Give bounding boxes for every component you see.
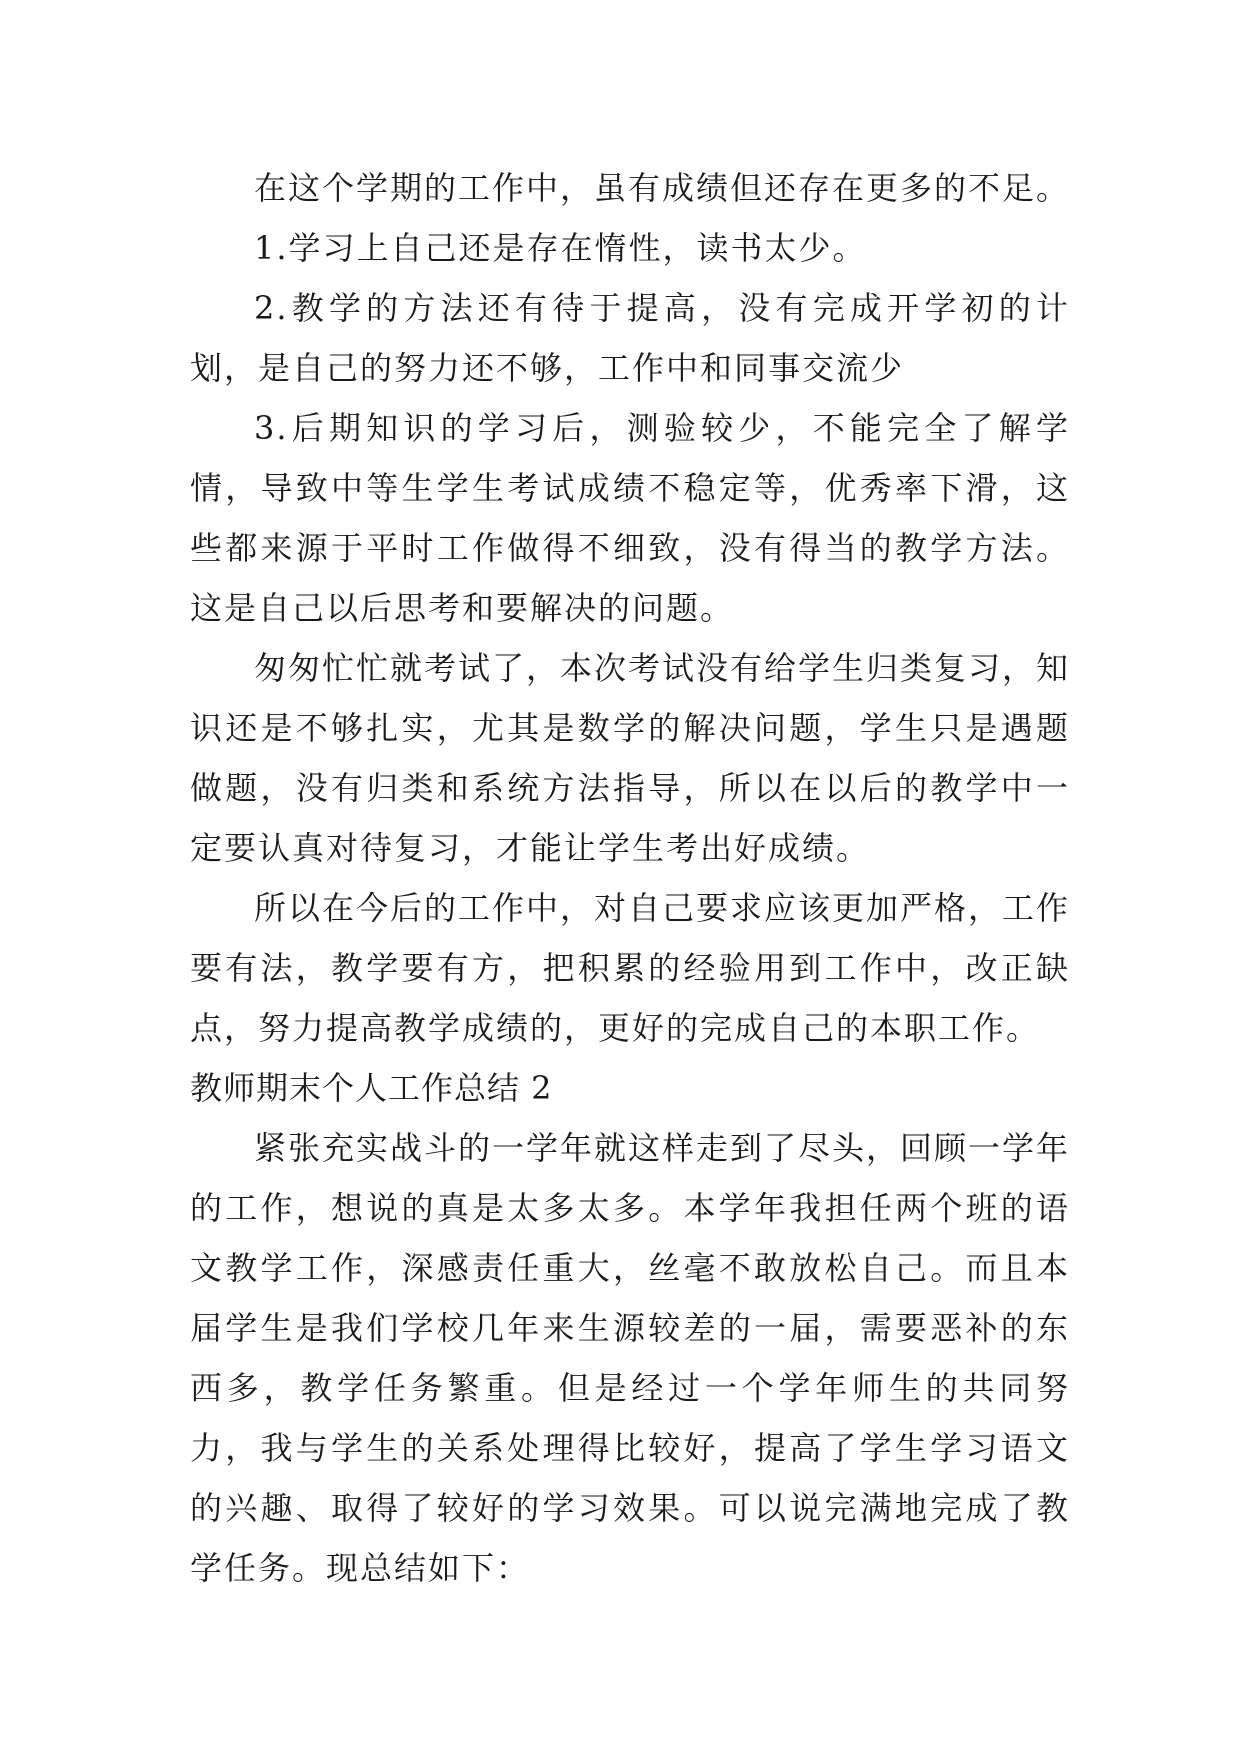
paragraph-summary-intro: 紧张充实战斗的一学年就这样走到了尽头，回顾一学年的工作，想说的真是太多太多。本学年我担任两个班的语文教学工作，深感责任重大，丝毫不敢放松自己。而且本届学生是我们学校几年来生源较差的一届，需要恶补的东西多，教学任务繁重。但是经过一个学年师生的共同努力，我与学生的关系处理得比较好，提高了学生学习语文的兴趣、取得了较好的学习效果。可以说完满地完成了教学任务。现总结如下：: [190, 1129, 1071, 1587]
paragraph-shortcomings-intro: 在这个学期的工作中，虽有成绩但还存在更多的不足。: [254, 169, 1071, 207]
paragraph-point-1: 1.学习上自己还是存在惰性，读书太少。: [254, 229, 867, 267]
paragraph-exam-review: 匆匆忙忙就考试了，本次考试没有给学生归类复习，知识还是不够扎实，尤其是数学的解决问题，学生只是遇题做题，没有归类和系统方法指导，所以在以后的教学中一定要认真对待复习，才能让学生考出好成绩。: [190, 649, 1071, 867]
section-heading: 教师期末个人工作总结 2: [190, 1069, 553, 1107]
document-body: [190, 158, 1070, 1598]
paragraph-future-work: 所以在今后的工作中，对自己要求应该更加严格，工作要有法，教学要有方，把积累的经验用到工作中，改正缺点，努力提高教学成绩的，更好的完成自己的本职工作。: [190, 889, 1071, 1047]
paragraph-point-2: 2.教学的方法还有待于提高，没有完成开学初的计划，是自己的努力还不够，工作中和同事交流少: [190, 289, 1070, 387]
paragraph-point-3: 3.后期知识的学习后，测验较少，不能完全了解学情，导致中等生学生考试成绩不稳定等，优秀率下滑，这些都来源于平时工作做得不细致，没有得当的教学方法。这是自己以后思考和要解决的问题。: [190, 409, 1070, 627]
